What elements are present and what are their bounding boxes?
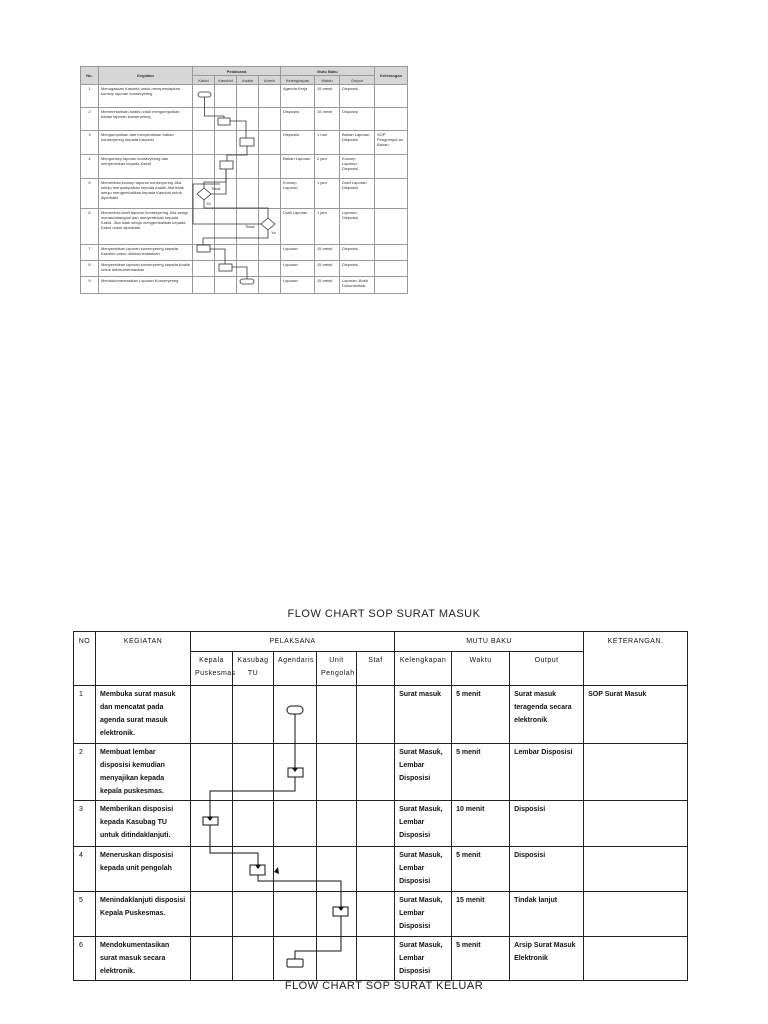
row-keterangan	[375, 245, 408, 261]
row-kelengkapan: Surat Masuk, Lembar Disposisi	[395, 744, 452, 801]
header-kelengkapan: Kelengkapan	[395, 652, 452, 686]
header-staf: Staf	[357, 652, 395, 686]
header-kegiatan: KEGIATAN	[96, 632, 191, 686]
table-row	[74, 801, 688, 847]
row-kelengkapan: Disposisi	[281, 108, 315, 131]
row-kelengkapan: Surat Masuk, Lembar Disposisi	[395, 847, 452, 892]
heading-surat-masuk: FLOW CHART SOP SURAT MASUK	[287, 608, 481, 620]
header-kepala-puskesmas: Kepala Puskesmas	[191, 652, 233, 686]
row-keterangan	[584, 892, 688, 937]
row-kegiatan: Menugaskan Kasubid untuk mempersiapkan konsep laporan konseryering	[99, 85, 193, 108]
row-output: Disposisi	[340, 108, 375, 131]
table-row	[74, 686, 688, 744]
row-keterangan	[375, 209, 408, 245]
header-mutu-baku: MUTU BAKU	[395, 632, 584, 652]
row-waktu: 15 menit	[315, 85, 340, 108]
row-no: 1	[74, 686, 96, 744]
row-no: 3	[74, 801, 96, 847]
row-output: Konsep Laporan, Disposisi	[340, 155, 375, 179]
row-keterangan	[584, 937, 688, 981]
row-no: 4	[74, 847, 96, 892]
row-output: Disposisi	[340, 245, 375, 261]
header-no: NO	[74, 632, 96, 686]
row-keterangan	[584, 744, 688, 801]
row-no: 2	[74, 744, 96, 801]
ya-label: Ya	[271, 230, 276, 235]
row-output: Surat masuk teragenda secara elektronik	[510, 686, 584, 744]
row-waktu: 15 menit	[315, 261, 340, 277]
row-waktu: 10 menit	[452, 801, 510, 847]
header-kasubag-tu: Kasubag TU	[233, 652, 274, 686]
row-output: Laporan, Disposisi	[340, 209, 375, 245]
row-waktu: 1 jam	[315, 209, 340, 245]
row-output: Lembar Disposisi	[510, 744, 584, 801]
table-row	[81, 85, 408, 108]
row-keterangan	[375, 85, 408, 108]
row-kegiatan: Mendokumentasikan surat masuk secara elektronik.	[96, 937, 191, 981]
header-kelengkapan: Kelengkapan	[281, 76, 315, 85]
row-output: Disposisi	[510, 801, 584, 847]
header-keterangan: KETERANGAN.	[584, 632, 688, 686]
row-output: Bahan Laporan, Disposisi	[340, 131, 375, 155]
ya-label: Ya	[206, 201, 211, 206]
row-kegiatan: Memeriksa konsep laporan konseryering Jika setuju menyampaikan kepada Analis Jika tidak setuju mengembalikan kepada Kasubid untuk diperbaiki	[99, 179, 193, 209]
row-no: 1	[81, 85, 99, 108]
header-output: Output	[510, 652, 584, 686]
row-kegiatan: Menyerahkan laporan konseryering kepada Analis untuk didokumentasikan	[99, 261, 193, 277]
row-keterangan: SOP Pengumpul-an Bahan	[375, 131, 408, 155]
konseryering-sop-table	[80, 66, 407, 293]
row-waktu: 5 menit	[452, 686, 510, 744]
table-row	[81, 261, 408, 277]
header-admin: Admin	[259, 76, 281, 85]
header-pelaksana: Pelaksana	[193, 67, 281, 76]
table-row	[74, 744, 688, 801]
row-no: 7	[81, 245, 99, 261]
row-keterangan	[375, 261, 408, 277]
row-kelengkapan: Surat Masuk, Lembar Disposisi	[395, 801, 452, 847]
tidak-label: Tidak	[211, 186, 221, 191]
row-kegiatan: Menindaklanjuti disposisi Kepala Puskesmas.	[96, 892, 191, 937]
row-waktu: 15 menit	[315, 245, 340, 261]
row-output: Arsip Surat Masuk Elektronik	[510, 937, 584, 981]
row-kelengkapan: Disposisi	[281, 131, 315, 155]
header-pelaksana: PELAKSANA	[191, 632, 395, 652]
row-waktu: 15 menit	[315, 108, 340, 131]
row-output: Disposisi	[340, 85, 375, 108]
row-kelengkapan: Surat Masuk, Lembar Disposisi	[395, 937, 452, 981]
row-kelengkapan: Konsep Laporan	[281, 179, 315, 209]
row-kelengkapan: Bahan Laporan	[281, 155, 315, 179]
row-kegiatan: Memeriksa draft laporan konseryering Jika setuju menandatangani dan menyerahkan kepada Kabid. Jika tidak setuju mengembalikan kepada Kabid untuk diperbaiki	[99, 209, 193, 245]
row-no: 3	[81, 131, 99, 155]
row-keterangan	[375, 155, 408, 179]
row-waktu: 15 menit	[315, 277, 340, 294]
row-keterangan	[584, 801, 688, 847]
row-keterangan	[375, 179, 408, 209]
row-kegiatan: Mengonsep laporan konseryering dan menyerahkan kepada Kabid	[99, 155, 193, 179]
row-no: 5	[81, 179, 99, 209]
heading-surat-keluar: FLOW CHART SOP SURAT KELUAR	[284, 980, 484, 992]
row-no: 6	[81, 209, 99, 245]
row-keterangan	[584, 847, 688, 892]
header-output: Output	[340, 76, 375, 85]
row-kelengkapan: Surat masuk	[395, 686, 452, 744]
header-agendaris: Agendaris	[274, 652, 317, 686]
row-waktu: 1 jam	[315, 179, 340, 209]
header-mutu-baku: Mutu Baku	[281, 67, 375, 76]
table-row	[81, 155, 408, 179]
row-waktu: 15 menit	[452, 892, 510, 937]
row-kelengkapan: Laporan	[281, 277, 315, 294]
header-no: No.	[81, 67, 99, 85]
row-kegiatan: Membuat lembar disposisi kemudian menyajikan kepada kepala puskesmas.	[96, 744, 191, 801]
row-no: 9	[81, 277, 99, 294]
header-waktu: Waktu	[315, 76, 340, 85]
row-no: 5	[74, 892, 96, 937]
header-waktu: Waktu	[452, 652, 510, 686]
row-keterangan	[375, 108, 408, 131]
table-row	[81, 277, 408, 294]
row-kelengkapan: Laporan	[281, 261, 315, 277]
row-kegiatan: Memerintahkan analis untuk mengumpulkan bahan laporan konseryering	[99, 108, 193, 131]
tidak-label: Tidak	[245, 224, 255, 229]
row-waktu: 2 jam	[315, 155, 340, 179]
row-kegiatan: Membuka surat masuk dan mencatat pada agenda surat masuk elektronik.	[96, 686, 191, 744]
row-keterangan: SOP Surat Masuk	[584, 686, 688, 744]
row-kelengkapan: Draft Laporan	[281, 209, 315, 245]
row-waktu: 5 menit	[452, 744, 510, 801]
row-no: 2	[81, 108, 99, 131]
table-row	[81, 108, 408, 131]
row-waktu: 1 hari	[315, 131, 340, 155]
table-row	[81, 131, 408, 155]
header-kasubid: Kasubid	[215, 76, 237, 85]
row-output: Disposisi	[510, 847, 584, 892]
header-keterangan: Keterangan	[375, 67, 408, 85]
row-output: Draft Laporan, Disposisi	[340, 179, 375, 209]
row-kelengkapan: Agenda Kerja	[281, 85, 315, 108]
table-row	[74, 937, 688, 981]
row-keterangan	[375, 277, 408, 294]
row-output: Tindak lanjut	[510, 892, 584, 937]
header-kegiatan: Kegiatan	[99, 67, 193, 85]
row-kegiatan: Mengumpulkan dan menyerahkan bahan konseryering kepada Kasubid	[99, 131, 193, 155]
row-waktu: 5 menit	[452, 847, 510, 892]
surat-masuk-sop-table	[73, 631, 687, 980]
table-row	[81, 245, 408, 261]
row-kelengkapan: Surat Masuk, Lembar Disposisi	[395, 892, 452, 937]
row-kegiatan: Mendokumentasikan Laporan Konseryering	[99, 277, 193, 294]
row-output: Disposisi	[340, 261, 375, 277]
row-no: 4	[81, 155, 99, 179]
table-row	[81, 209, 408, 245]
table-row	[74, 847, 688, 892]
header-unit-pengolah: Unit Pengolah	[317, 652, 357, 686]
table-row	[81, 179, 408, 209]
header-kabid: Kabid	[193, 76, 215, 85]
row-kelengkapan: Laporan	[281, 245, 315, 261]
row-no: 6	[74, 937, 96, 981]
row-kegiatan: Menyerahkan laporan konseryering kepada Kasubid untuk didokumentasikan	[99, 245, 193, 261]
row-waktu: 5 menit	[452, 937, 510, 981]
header-analis: Analis	[237, 76, 259, 85]
row-output: Laporan, Bukti Dokumentasi	[340, 277, 375, 294]
row-kegiatan: Memberikan disposisi kepada Kasubag TU untuk ditindaklanjuti.	[96, 801, 191, 847]
row-kegiatan: Meneruskan disposisi kepada unit pengolah	[96, 847, 191, 892]
table-row	[74, 892, 688, 937]
row-no: 8	[81, 261, 99, 277]
